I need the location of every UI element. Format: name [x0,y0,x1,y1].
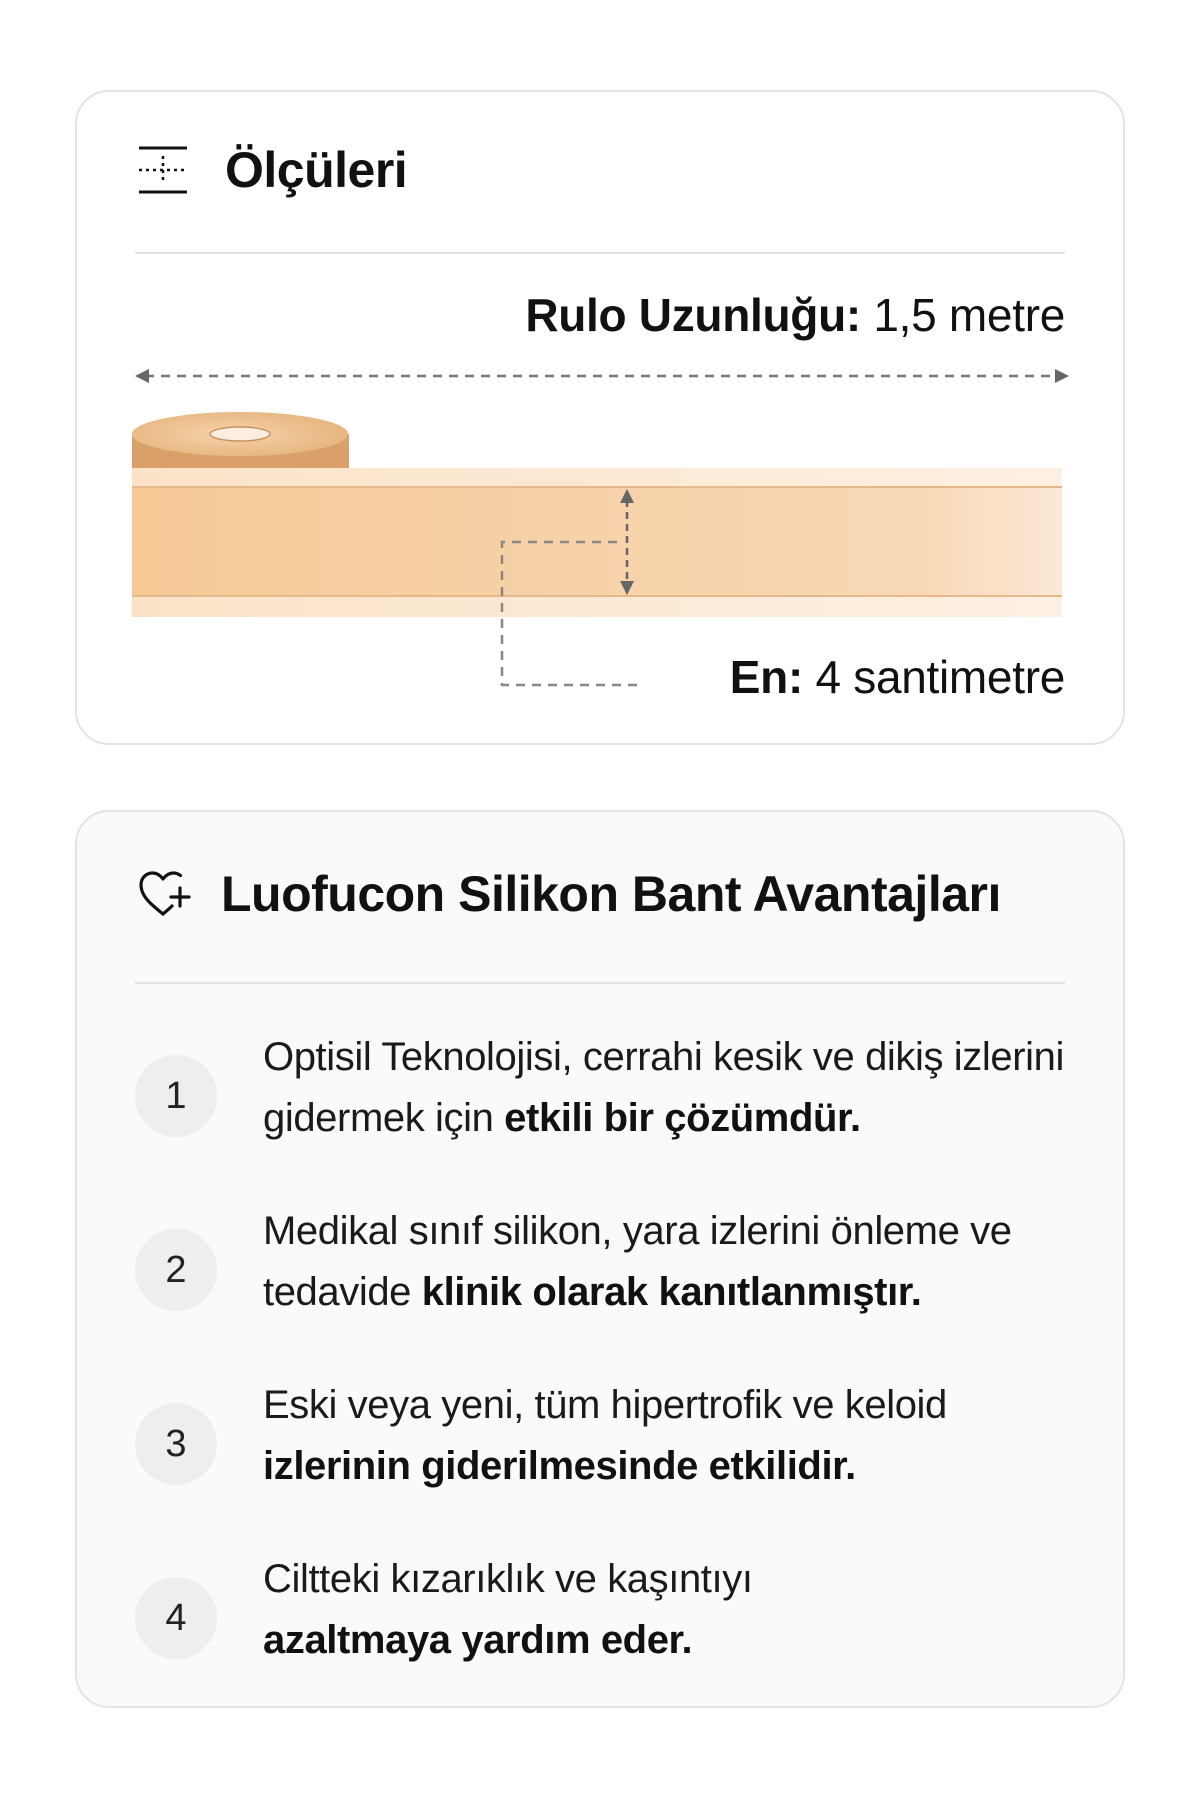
tape-width-label [730,650,1065,704]
item-text-bold: azaltmaya yardım eder. [263,1618,693,1662]
tape-illustration [77,92,1127,747]
item-text [263,1027,1083,1149]
item-number-badge: 3 [135,1403,217,1485]
item-number-badge: 2 [135,1229,217,1311]
item-text-bold: etkili bir çözümdür. [504,1096,861,1140]
dimensions-title: Ölçüleri [225,142,408,198]
roll-length-value: 1,5 metre [860,289,1065,341]
advantages-list [135,1027,1083,1723]
advantages-title: Luofucon Silikon Bant Avantajları [221,866,1001,922]
item-text [263,1375,1083,1497]
list-item [135,1549,1083,1723]
item-number-badge: 1 [135,1055,217,1137]
item-text [263,1201,1083,1323]
tape-width-key: En: [729,651,803,703]
advantages-card [75,810,1125,1708]
list-item [135,1201,1083,1375]
item-number-badge: 4 [135,1577,217,1659]
dimensions-card [75,90,1125,745]
item-text-regular: Medikal sınıf silikon, yara izlerini önleme ve tedavide [263,1209,1012,1314]
advantages-header [135,864,1065,924]
list-item [135,1375,1083,1549]
item-text-bold: izlerinin giderilmesinde etkilidir. [263,1444,856,1488]
item-text-bold: klinik olarak kanıtlanmıştır. [421,1270,922,1314]
roll-length-key: Rulo Uzunluğu: [525,289,861,341]
list-item [135,1027,1083,1201]
advantages-divider [135,982,1065,984]
item-text-regular: Optisil Teknolojisi, cerrahi kesik ve dikiş izlerini gidermek için [263,1035,1064,1140]
tape-width-value: 4 santimetre [803,651,1065,703]
heart-plus-icon [135,866,191,922]
item-text [263,1549,1083,1671]
item-text-regular: Ciltteki kızarıklık ve kaşıntıyı [263,1557,753,1601]
length-arrow [135,369,1069,383]
item-text-regular: Eski veya yeni, tüm hipertrofik ve keloid [263,1383,947,1427]
